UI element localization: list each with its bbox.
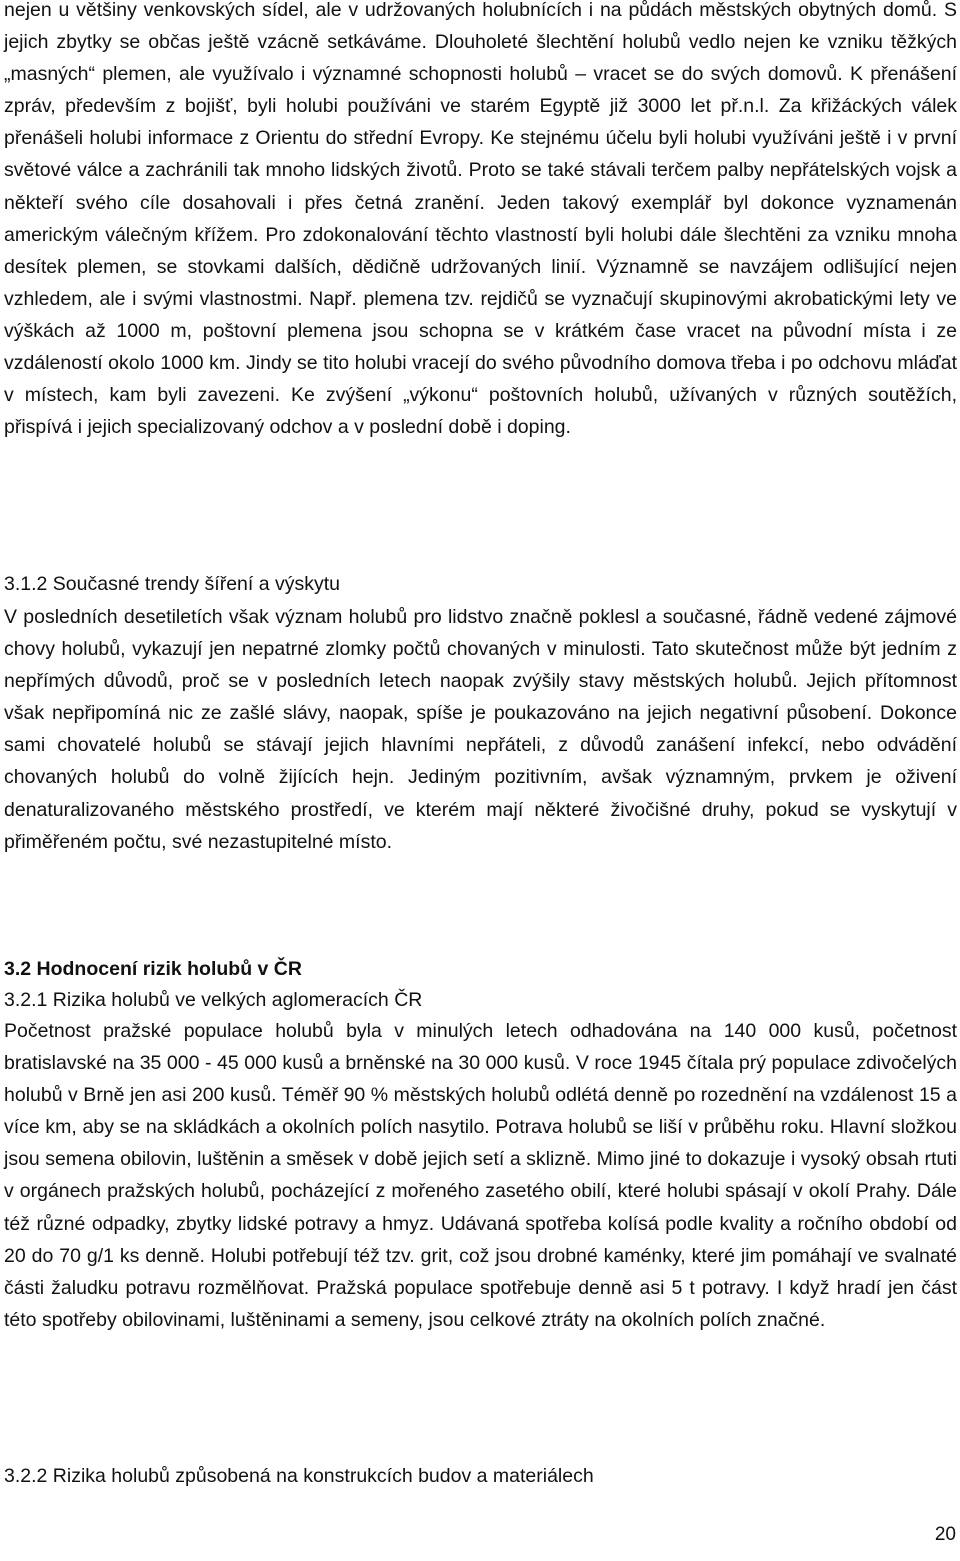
heading-3-2-1: 3.2.1 Rizika holubů ve velkých aglomeracích ČR (4, 989, 423, 1011)
paragraph-pigeon-history: nejen u většiny venkovských sídel, ale v udržovaných holubnících i na půdách městských obytných domů. S jejich zbytky se občas ještě vzácně setkáváme. Dlouholeté šlechtění holubů vedlo nejen ke vzniku těžkých „masných“ plemen, ale využívalo i významné schopnosti holubů – vracet se do svých domovů. K přenášení zpráv, především z bojišť, byli holubi používáni ve starém Egyptě již 3000 let př.n.l. Za křižáckých válek přenášeli holubi informace z Orientu do střední Evropy. Ke stejnému účelu byli holubi využíváni ještě i v první světové válce a zachránili tak mnoho lidských životů. Proto se také stávali terčem palby nepřátelských vojsk a někteří svého cíle dosahovali i přes četná zranění. Jeden takový exemplář byl dokonce vyznamenán americkým válečným křížem. Pro zdokonalování těchto vlastností byli holubi dále šlechtěni za vzniku mnoha desítek plemen, se stovkami dalších, dědičně udržovaných linií. Významně se navzájem odlišující nejen vzhledem, ale i svými vlastnostmi. Např. plemena tzv. rejdičů se vyznačují skupinovými akrobatickými lety ve výškách až 1000 m, poštovní plemena jsou schopna se v krátkém čase vracet na původní místa i ze vzdáleností okolo 1000 km. Jindy se tito holubi vracejí do svého původního domova třeba i po odchovu mláďat v místech, kam byli zavezeni. Ke zvýšení „výkonu“ poštovních holubů, užívaných v různých soutěžích, přispívá i jejich specializovaný odchov a v poslední době i doping. (4, 0, 957, 439)
heading-3-2: 3.2 Hodnocení rizik holubů v ČR (4, 958, 302, 980)
paragraph-city-risks: Početnost pražské populace holubů byla v minulých letech odhadována na 140 000 kusů, početnost bratislavské na 35 000 - 45 000 kusů a brněnské na 30 000 kusů. V roce 1945 čítala prý populace zdivočelých holubů v Brně jen asi 200 kusů. Téměř 90 % městských holubů odlétá denně po rozednění na vzdálenost 15 a více km, aby se na skládkách a okolních polích nasytilo. Potrava holubů se liší v průběhu roku. Hlavní složkou jsou semena obilovin, luštěnin a směsek v době jejich setí a sklizně. Mimo jiné to dokazuje i vysoký obsah rtuti v orgánech pražských holubů, pocházející z mořeného zasetého obilí, které holubi spásají v okolí Prahy. Dále též různé odpadky, zbytky lidské potravy a hmyz. Udávaná spotřeba kolísá podle kvality a ročního období od 20 do 70 g/1 ks denně. Holubi potřebují též tzv. grit, což jsou drobné kaménky, které jim pomáhají ve svalnaté části žaludku potravu rozmělňovat. Pražská populace spotřebuje denně asi 5 t potravy. I když hradí jen část této spotřeby obilovinami, luštěninami a semeny, jsou celkové ztráty na okolních polích značné. (4, 1020, 957, 1331)
paragraph-current-trends: V posledních desetiletích však význam holubů pro lidstvo značně poklesl a současné, řádně vedené zájmové chovy holubů, vykazují jen nepatrné zlomky počtů chovaných v minulosti. Tato skutečnost může být jedním z nepřímých důvodů, proč se v posledních letech naopak zvýšily stavy městských holubů. Jejich přítomnost však nepřipomíná nic ze zašlé slávy, naopak, spíše je poukazováno na jejich negativní působení. Dokonce sami chovatelé holubů se stávají jejich hlavními nepřáteli, z důvodů zanášení infekcí, nebo odvádění chovaných holubů do volně žijících hejn. Jediným pozitivním, avšak významným, prvkem je oživení denaturalizovaného městského prostředí, ve kterém mají některé živočišné druhy, pokud se vyskytují v přiměřeném počtu, své nezastupitelné místo. (4, 606, 957, 853)
heading-3-1-2: 3.1.2 Současné trendy šíření a výskytu (4, 573, 341, 595)
heading-3-2-2: 3.2.2 Rizika holubů způsobená na konstrukcích budov a materiálech (4, 1465, 594, 1487)
page-number: 20 (934, 1524, 956, 1545)
